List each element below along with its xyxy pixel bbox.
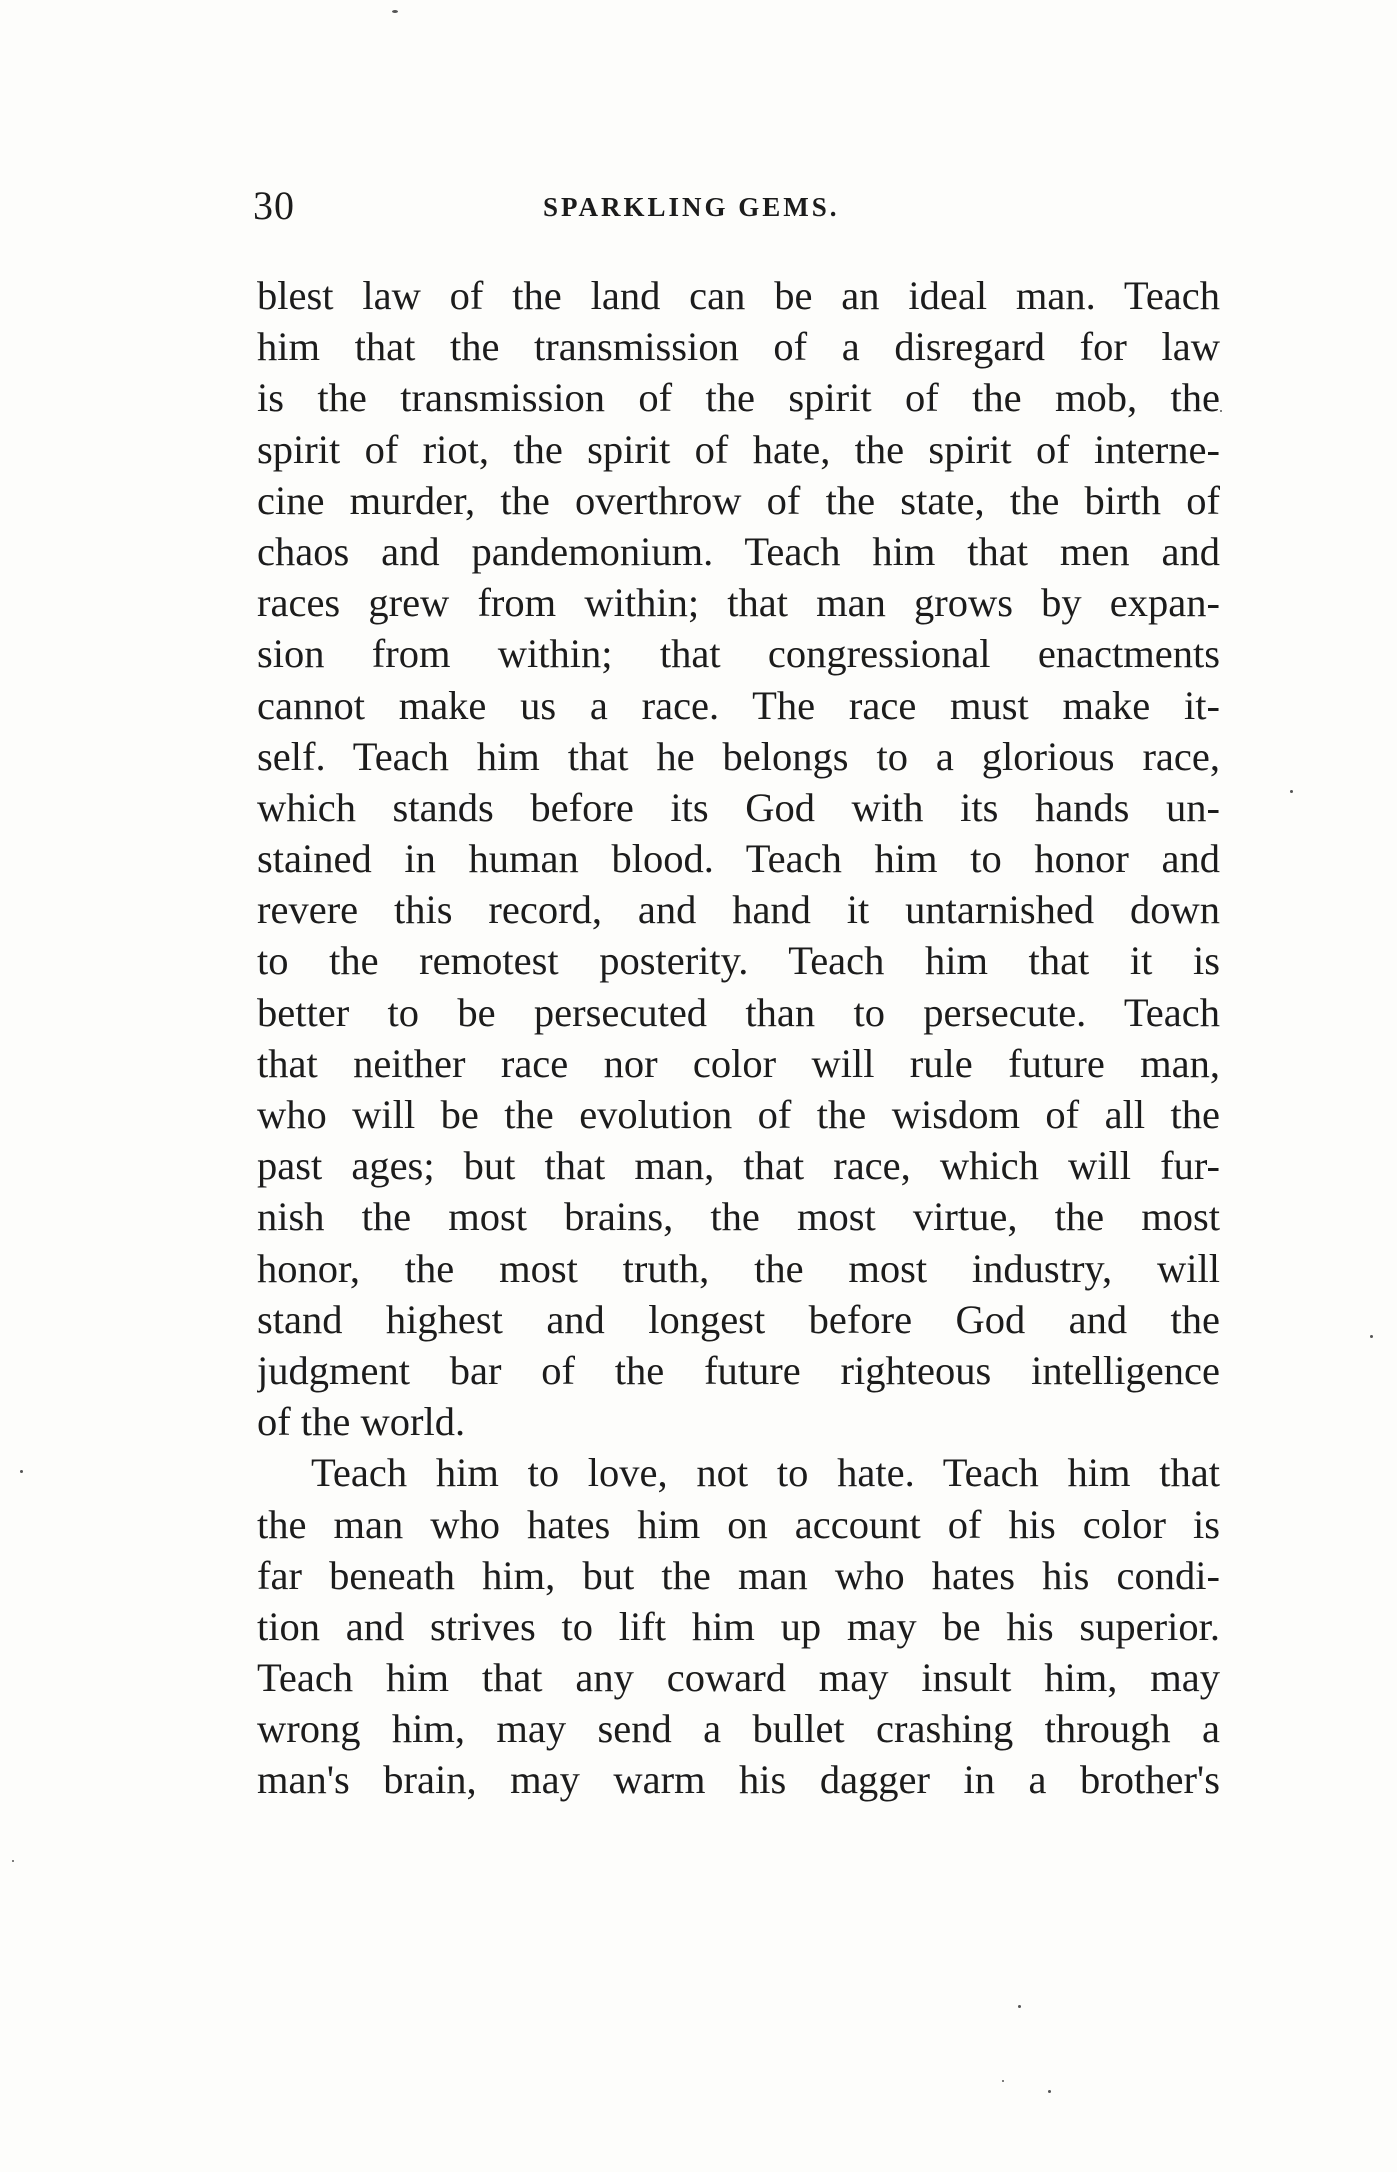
text-line: him that the transmission of a disregard for law — [257, 324, 1220, 370]
text-line: spirit of riot, the spirit of hate, the spirit of interne- — [257, 426, 1220, 472]
text-line: past ages; but that man, that race, which will fur- — [257, 1143, 1220, 1189]
running-head: SPARKLING GEMS. — [543, 192, 840, 222]
text-line: nish the most brains, the most virtue, the most — [257, 1194, 1220, 1240]
text-line: is the transmission of the spirit of the mob, the — [257, 375, 1220, 421]
scan-speck — [1370, 1335, 1373, 1338]
scan-speck — [20, 1470, 23, 1473]
page-header — [253, 178, 1223, 234]
text-line: stand highest and longest before God and the — [257, 1296, 1220, 1342]
body-text — [257, 270, 1220, 1806]
scan-speck — [1290, 790, 1293, 793]
text-line: far beneath him, but the man who hates his condi- — [257, 1552, 1220, 1598]
scan-speck — [1220, 410, 1222, 412]
paragraph-end-line: of the world. — [257, 1399, 466, 1445]
scan-speck — [12, 1860, 14, 1862]
text-line: honor, the most truth, the most industry, will — [257, 1245, 1220, 1291]
text-line: judgment bar of the future righteous intelligence — [257, 1347, 1220, 1393]
text-line: better to be persecuted than to persecute. Teach — [257, 989, 1220, 1035]
text-line: sion from within; that congressional enactments — [257, 631, 1220, 677]
scan-speck — [1002, 2080, 1004, 2082]
text-line: man's brain, may warm his dagger in a brother's — [257, 1757, 1220, 1803]
page-number: 30 — [253, 183, 295, 228]
text-line: Teach him that any coward may insult him, may — [257, 1655, 1220, 1701]
text-line: revere this record, and hand it untarnished down — [257, 887, 1220, 933]
text-line: blest law of the land can be an ideal man. Teach — [257, 273, 1220, 318]
text-line: that neither race nor color will rule future man, — [257, 1040, 1220, 1086]
text-line: the man who hates him on account of his color is — [257, 1501, 1220, 1547]
text-line: wrong him, may send a bullet crashing through a — [257, 1706, 1220, 1752]
text-line: cannot make us a race. The race must make it- — [257, 682, 1220, 728]
text-line: tion and strives to lift him up may be his superior. — [257, 1603, 1220, 1649]
text-line: self. Teach him that he belongs to a glorious race, — [257, 733, 1220, 779]
scan-speck — [1048, 2090, 1051, 2093]
text-line: who will be the evolution of the wisdom of all the — [257, 1092, 1220, 1137]
text-line: to the remotest posterity. Teach him that it is — [257, 938, 1220, 984]
scan-speck — [392, 10, 398, 13]
scan-speck — [1018, 2005, 1021, 2008]
text-line: which stands before its God with its hands un- — [257, 784, 1220, 830]
text-line: cine murder, the overthrow of the state, the birth of — [257, 477, 1220, 523]
text-line: chaos and pandemonium. Teach him that men and — [257, 528, 1220, 574]
text-line: races grew from within; that man grows by expan- — [257, 580, 1220, 626]
paragraph-start-line: Teach him to love, not to hate. Teach him that — [311, 1450, 1220, 1496]
text-line: stained in human blood. Teach him to honor and — [257, 836, 1220, 882]
